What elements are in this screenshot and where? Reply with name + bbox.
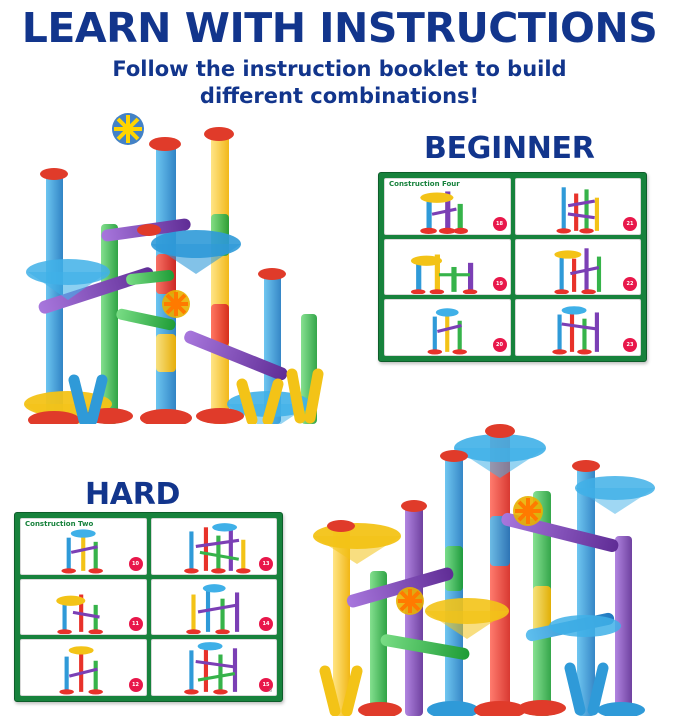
booklet-page-badge: 15 (259, 678, 273, 692)
marble-run-build-main (6, 104, 346, 424)
booklet-page[interactable] (515, 299, 642, 356)
section-label-hard: HARD (85, 477, 181, 512)
booklet-page-badge: 22 (623, 277, 637, 291)
booklet-page[interactable] (151, 579, 278, 636)
booklet-page-title: Construction Two (25, 520, 94, 528)
page-subtitle: Follow the instruction booklet to build different combinations! (112, 57, 567, 108)
booklet-page-badge: 18 (493, 217, 507, 231)
booklet-page-badge: 23 (623, 338, 637, 352)
booklet-page-badge: 21 (623, 217, 637, 231)
booklet-page[interactable] (384, 299, 511, 356)
booklet-grid (384, 178, 641, 356)
booklet-page-badge: 13 (259, 557, 273, 571)
booklet-page[interactable] (20, 518, 147, 575)
booklet-page[interactable] (20, 579, 147, 636)
booklet-page-title: Construction Four (389, 180, 460, 188)
marble-run-build-lower (285, 396, 675, 716)
booklet-page-badge: 11 (129, 617, 143, 631)
booklet-page-badge: 19 (493, 277, 507, 291)
booklet-page-badge: 10 (129, 557, 143, 571)
booklet-page[interactable] (384, 178, 511, 235)
booklet-page[interactable] (515, 239, 642, 296)
booklet-page-badge: 12 (129, 678, 143, 692)
booklet-page[interactable] (20, 639, 147, 696)
section-label-beginner: BEGINNER (424, 131, 595, 166)
header (0, 0, 679, 110)
instruction-booklet-beginner[interactable] (378, 172, 647, 362)
booklet-page[interactable] (151, 639, 278, 696)
booklet-page-number: 6 (269, 688, 272, 694)
booklet-page[interactable] (384, 239, 511, 296)
booklet-page[interactable] (151, 518, 278, 575)
booklet-grid (20, 518, 277, 696)
booklet-page[interactable] (515, 178, 642, 235)
booklet-page-badge: 20 (493, 338, 507, 352)
page-title: LEARN WITH INSTRUCTIONS (21, 4, 658, 52)
instruction-booklet-hard[interactable] (14, 512, 283, 702)
booklet-page-badge: 14 (259, 617, 273, 631)
